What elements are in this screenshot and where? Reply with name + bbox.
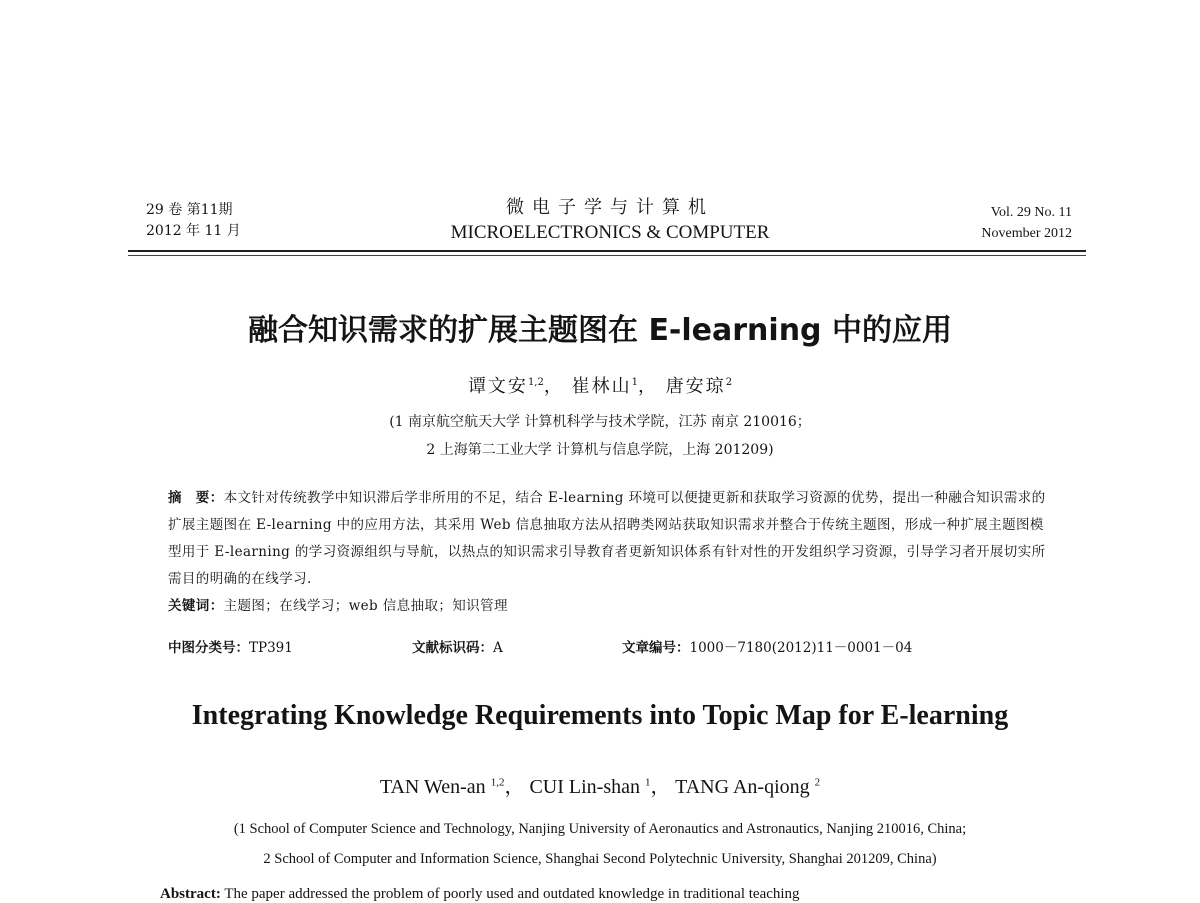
author-affiliation-mark: 1,2 <box>527 377 544 388</box>
author-separator: ， <box>543 376 564 397</box>
document-code-label: 文献标识码： <box>412 640 493 656</box>
author-name: CUI Lin-shan <box>529 776 640 798</box>
affiliation-line: 2 School of Computer and Information Science, Shanghai Second Polytechnic University, Shanghai 201209, China) <box>263 851 937 867</box>
clc-number <box>168 636 293 656</box>
author-affiliation-mark: 2 <box>814 776 821 789</box>
date-cn: 2012 年 11 月 <box>146 223 241 239</box>
journal-name-en: MICROELECTRONICS & COMPUTER <box>450 222 770 243</box>
abstract-text-cn: 本文针对传统教学中知识滞后学非所用的不足，结合 E-learning 环境可以便捷更新和获取学习资源的优势，提出一种融合知识需求的扩展主题图在 E-learning 中的应用方法，其采用 Web 信息抽取方法从招聘类网站获取知识需求并整合于传统主题图，形成一种扩展主题图模型用于 E-learning 的学习资源组织与导航，以热点的知识需求引导教育者更新知识体系有针对性的开发组织学习资源，引导学习者开展切实所需目的明确的在线学习. <box>168 490 1046 587</box>
authors-cn <box>0 372 1200 398</box>
clc-label: 中图分类号： <box>168 640 249 656</box>
journal-volume-info <box>981 202 1072 244</box>
author-separator: ， <box>637 376 658 397</box>
article-number <box>622 636 912 656</box>
volume-issue-cn: 29 卷 第11期 <box>146 202 233 218</box>
article-number-value: 1000－7180(2012)11－0001－04 <box>689 640 913 656</box>
author-name: 崔林山 <box>571 376 632 397</box>
keywords-cn <box>168 593 1048 620</box>
journal-issue-info <box>146 200 241 242</box>
journal-name-cn: 微电子学与计算机 <box>506 197 714 218</box>
journal-name <box>410 196 810 246</box>
affiliation-line: (1 School of Computer Science and Technology, Nanjing University of Aeronautics and Astronautics, Nanjing 210016, China; <box>233 821 967 837</box>
author-name: 唐安琼 <box>665 376 726 397</box>
authors-en <box>0 770 1200 799</box>
header-rule-thick <box>128 250 1086 252</box>
affiliations-en <box>0 814 1200 874</box>
keywords-text-cn: 主题图；在线学习；web 信息抽取；知识管理 <box>223 598 508 614</box>
abstract-label-en: Abstract: <box>160 886 221 902</box>
paper-title-en: Integrating Knowledge Requirements into Topic Map for E-learning <box>191 700 1009 731</box>
author-affiliation-mark: 2 <box>725 377 733 388</box>
author-separator: ， <box>504 776 525 798</box>
clc-value: TP391 <box>249 640 293 656</box>
article-number-label: 文章编号： <box>622 640 690 656</box>
affiliation-line: 2 上海第二工业大学 计算机与信息学院，上海 201209) <box>426 442 774 458</box>
abstract-label-cn: 摘 要： <box>168 490 224 506</box>
abstract-text-en: The paper addressed the problem of poorly used and outdated knowledge in traditional teaching <box>224 886 800 902</box>
abstract-en <box>160 886 1060 903</box>
volume-issue-en: Vol. 29 No. 11 <box>990 205 1072 220</box>
document-code <box>412 636 503 656</box>
keywords-label-cn: 关键词： <box>168 598 224 614</box>
author-affiliation-mark: 1,2 <box>490 776 505 789</box>
date-en: November 2012 <box>981 226 1072 241</box>
affiliations-cn <box>0 408 1200 464</box>
affiliation-line: (1 南京航空航天大学 计算机科学与技术学院，江苏 南京 210016； <box>389 414 811 430</box>
abstract-cn <box>168 485 1048 620</box>
header-rule-thin <box>128 255 1086 256</box>
document-code-value: A <box>493 640 503 656</box>
author-separator: ， <box>650 776 671 798</box>
author-name: 谭文安 <box>467 376 528 397</box>
author-name: TAN Wen-an <box>379 776 486 798</box>
author-affiliation-mark: 1 <box>631 377 638 388</box>
author-affiliation-mark: 1 <box>644 776 651 789</box>
paper-title-cn: 融合知识需求的扩展主题图在 E-learning 中的应用 <box>248 313 952 348</box>
author-name: TANG An-qiong <box>675 776 810 798</box>
